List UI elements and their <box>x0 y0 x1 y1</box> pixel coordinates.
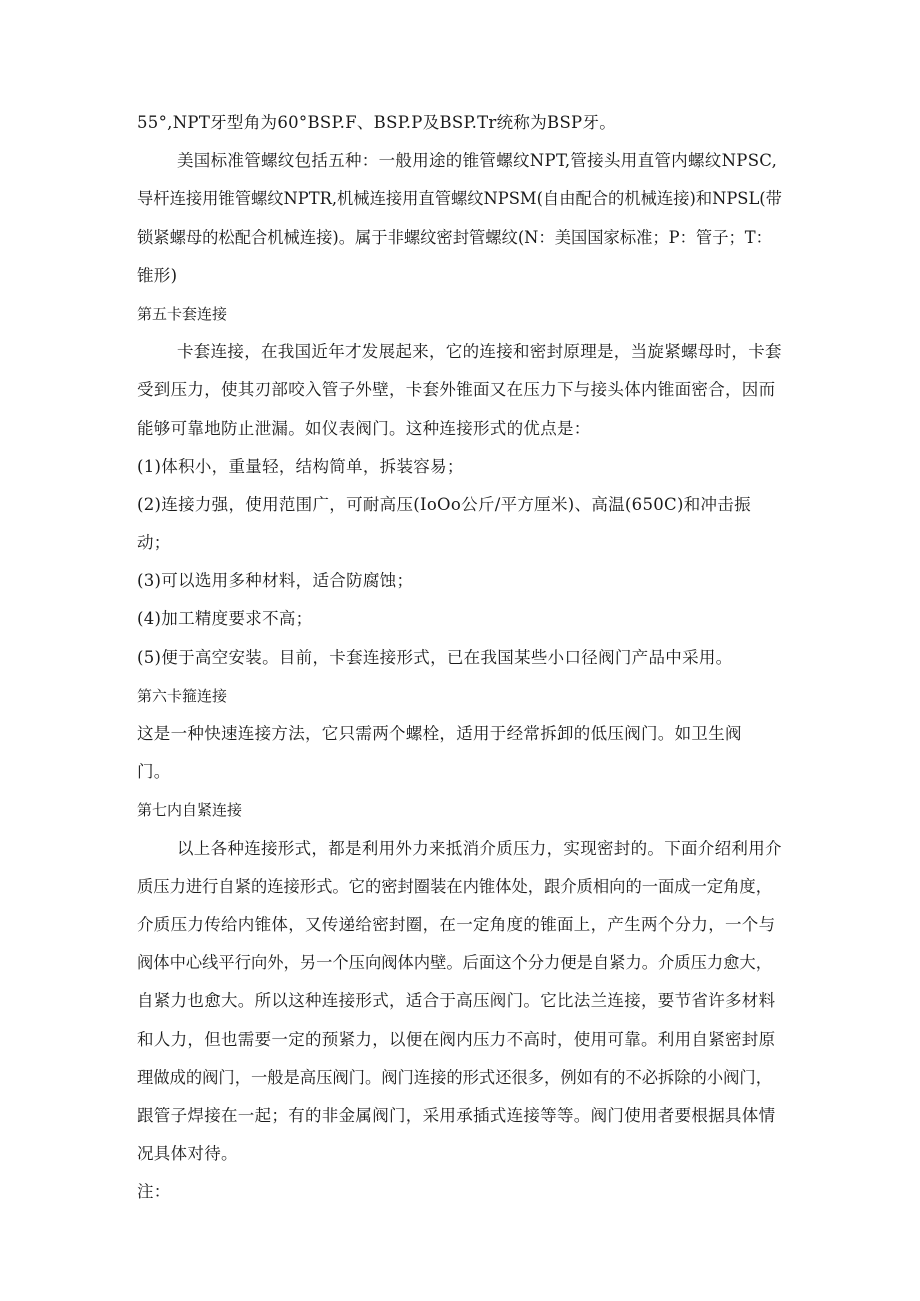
text-line: 以上各种连接形式，都是利用外力来抵消介质压力，实现密封的。下面介绍利用介 <box>177 838 782 858</box>
section-heading: 第六卡箍连接 <box>137 686 228 705</box>
note-label: 注： <box>137 1182 171 1202</box>
list-item: (4)加工精度要求不高； <box>137 609 313 629</box>
list-item: (2)连接力强，使用范围广，可耐高压(IoOo公斤/平方厘米)、高温(650C)和冲击振 <box>137 494 751 514</box>
section-heading: 第五卡套连接 <box>137 304 228 323</box>
text-line: 受到压力，使其刃部咬入管子外壁，卡套外锥面又在压力下与接头体内锥面密合，因而 <box>137 380 776 400</box>
section-heading: 第七内自紧连接 <box>137 801 243 820</box>
list-item: (3)可以选用多种材料，适合防腐蚀； <box>137 571 414 591</box>
text-line: 况具体对待。 <box>137 1144 238 1164</box>
text-line: 能够可靠地防止泄漏。如仪表阀门。这种连接形式的优点是： <box>137 418 591 438</box>
text-line: 阀体中心线平行向外，另一个压向阀体内壁。后面这个分力便是自紧力。介质压力愈大， <box>137 953 772 973</box>
text-line: 跟管子焊接在一起；有的非金属阀门，采用承插式连接等等。阀门使用者要根据具体情 <box>137 1105 776 1125</box>
text-line: 美国标准管螺纹包括五种：一般用途的锥管螺纹NPT,管接头用直管内螺纹NPSC, <box>177 151 778 171</box>
text-line: 卡套连接，在我国近年才发展起来，它的连接和密封原理是，当旋紧螺母时，卡套 <box>177 342 782 362</box>
text-line: 55°,NPT牙型角为60°BSP.F、BSP.P及BSP.Tr统称为BSP牙。 <box>137 113 617 132</box>
list-item: (1)体积小，重量轻，结构简单，拆装容易； <box>137 456 464 476</box>
text-line: 和人力，但也需要一定的预紧力，以便在阀内压力不高时，使用可靠。利用自紧密封原 <box>137 1029 776 1049</box>
text-line: 理做成的阀门，一般是高压阀门。阀门连接的形式还很多，例如有的不必拆除的小阀门， <box>137 1067 772 1087</box>
text-line: 锁紧螺母的松配合机械连接)。属于非螺纹密封管螺纹(N：美国国家标准；P：管子；T： <box>137 227 772 247</box>
list-item: (5)便于高空安装。目前，卡套连接形式，已在我国某些小口径阀门产品中采用。 <box>137 647 733 667</box>
text-line: 动； <box>137 533 171 553</box>
text-line: 这是一种快速连接方法，它只需两个螺栓，适用于经常拆卸的低压阀门。如卫生阀 <box>137 724 742 743</box>
text-line: 导杆连接用锥管螺纹NPTR,机械连接用直管螺纹NPSM(自由配合的机械连接)和NPSL(带 <box>137 189 782 209</box>
text-line: 质压力进行自紧的连接形式。它的密封圈装在内锥体处，跟介质相向的一面成一定角度， <box>137 876 772 896</box>
text-line: 锥形) <box>137 265 178 285</box>
text-line: 门。 <box>137 762 171 782</box>
text-line: 自紧力也愈大。所以这种连接形式，适合于高压阀门。它比法兰连接，要节省许多材料 <box>137 991 776 1011</box>
document-body <box>137 104 787 1211</box>
text-line: 介质压力传给内锥体，又传递给密封圈，在一定角度的锥面上，产生两个分力，一个与 <box>137 914 776 934</box>
